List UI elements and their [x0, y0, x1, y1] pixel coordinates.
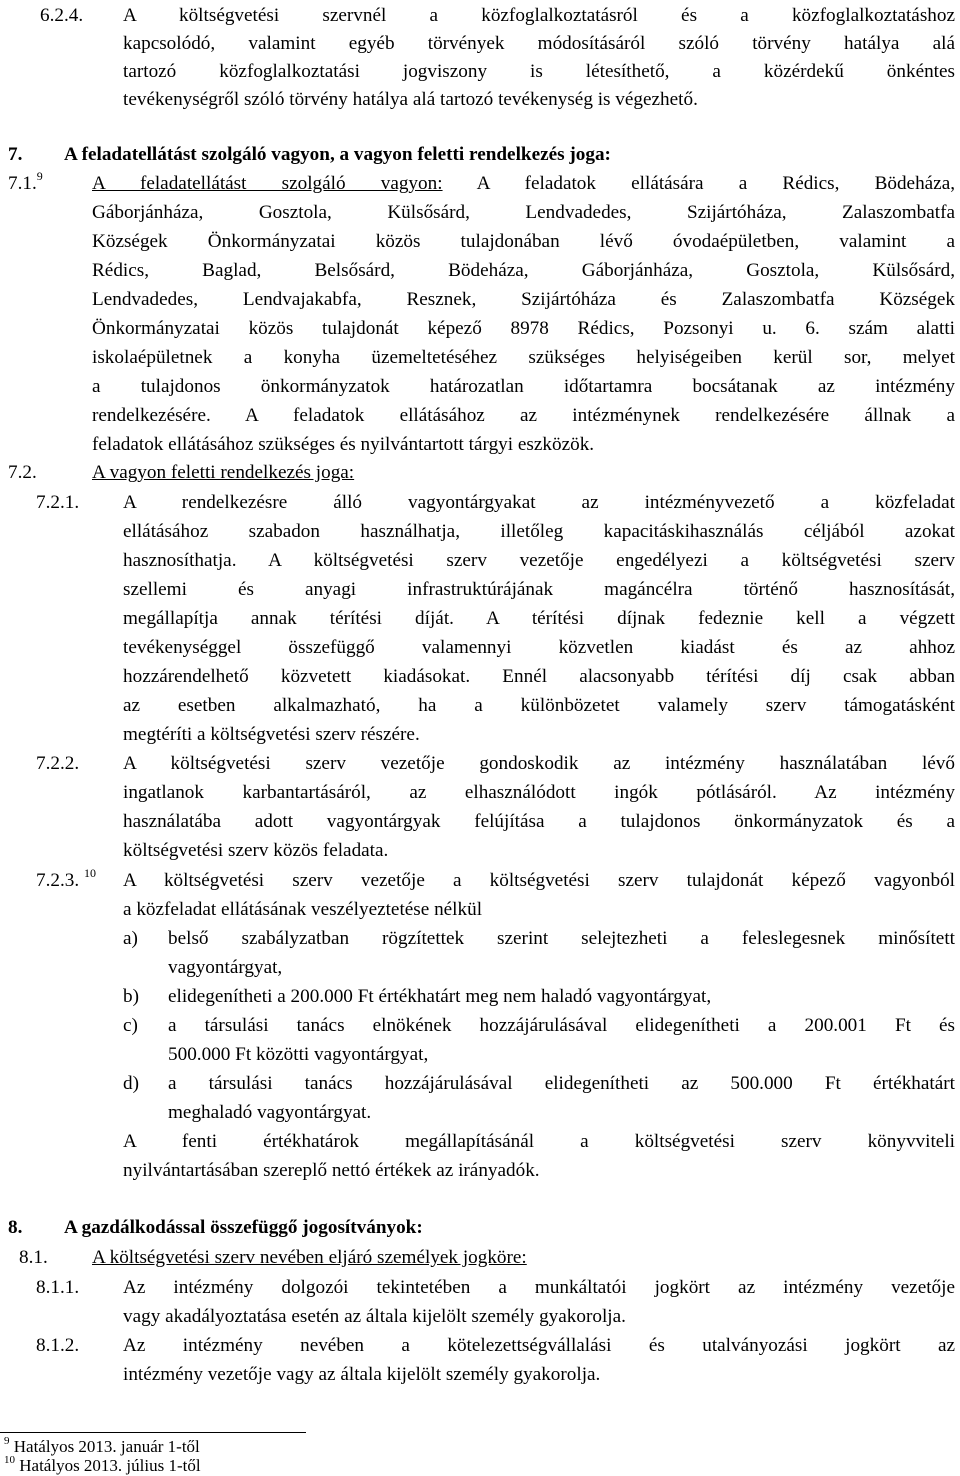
paragraph-line: rendelkezésére. A feladatok ellátásához az intézménynek rendelkezésére állnak a [92, 405, 955, 426]
section-number: 8. [8, 1217, 23, 1238]
list-label: d) [123, 1073, 139, 1094]
section-number: 7.2.2. [36, 753, 80, 774]
paragraph-line: Az intézmény nevében a kötelezettségvállalási és utalványozási jogkört az [123, 1335, 955, 1356]
paragraph-line: Rédics, Baglad, Belsősárd, Bödeháza, Gáborjánháza, Gosztola, Külsősárd, [92, 260, 955, 281]
paragraph-line: intézmény vezetője vagy az általa kijelölt személy gyakorolja. [123, 1364, 601, 1385]
paragraph-line: Gáborjánháza, Gosztola, Külsősárd, Lendvadedes, Szijártóháza, Zalaszombatfa [92, 202, 955, 223]
paragraph-lead: A feladatellátást szolgáló vagyon: [92, 173, 443, 194]
paragraph-line: feladatok ellátásához szükséges és nyilvántartott tárgyi eszközök. [92, 434, 595, 455]
section-number: 7.1.$^9$ [8, 168, 43, 194]
paragraph-line: a tulajdonos önkormányzatok határozatlan időtartamra bocsátanak az intézmény [92, 376, 955, 397]
paragraph-line: hozzárendelhető közvetett kiadásokat. Ennél alacsonyabb térítési díj csak abban [123, 666, 955, 687]
list-item-line: belső szabályzatban rögzítettek szerint selejtezheti a feleslegesnek minősített [168, 928, 955, 949]
paragraph-line: A költségvetési szerv vezetője gondoskodik az intézmény használatában lévő [123, 753, 955, 774]
footnote-ref: 10 [83, 865, 96, 880]
list-item-line: elidegenítheti a 200.000 Ft értékhatárt meg nem haladó vagyontárgyat, [168, 986, 712, 1007]
section-number: 6.2.4. [40, 5, 84, 26]
paragraph-line: ingatlanok karbantartásáról, az elhasználódott ingók pótlásáról. Az intézmény [123, 782, 955, 803]
paragraph-line: A költségvetési szervnél a közfoglalkoztatásról és a közfoglalkoztatáshoz [123, 5, 955, 26]
footnote-divider [0, 1432, 306, 1433]
paragraph-line: iskolaépületnek a konyha üzemeltetéséhez szükséges helyiségeiben kerül sor, melyet [92, 347, 955, 368]
paragraph-line: tevékenységről szóló törvény hatálya alá tartozó tevékenység is végezhető. [123, 89, 698, 110]
list-label: b) [123, 986, 139, 1007]
section-number: 7.2.3. $^{10}$ [36, 865, 96, 891]
list-item-line: meghaladó vagyontárgyat. [168, 1102, 372, 1123]
paragraph-line: megtéríti a költségvetési szerv részére. [123, 724, 420, 745]
paragraph-line: A fenti értékhatárok megállapításánál a költségvetési szerv könyvviteli [123, 1131, 955, 1152]
footnote: $^{10}$ Hatályos 2013. július 1-től [4, 1454, 201, 1475]
paragraph-line: megállapítja annak térítési díját. A térítési díjnak fedeznie kell a végzett [123, 608, 955, 629]
paragraph-line: Az intézmény dolgozói tekintetében a munkáltatói jogkört az intézmény vezetője [123, 1277, 955, 1298]
paragraph-line: költségvetési szerv közös feladata. [123, 840, 389, 861]
section-number: 8.1.1. [36, 1277, 80, 1298]
paragraph-line: a közfeladat ellátásának veszélyeztetése nélkül [123, 899, 483, 920]
paragraph-line: A rendelkezésre álló vagyontárgyakat az intézményvezető a közfeladat [123, 492, 955, 513]
list-item-line: 500.000 Ft közötti vagyontárgyat, [168, 1044, 429, 1065]
list-item-line: vagyontárgyat, [168, 957, 283, 978]
paragraph-line: ellátásához szabadon használhatja, illetőleg kapacitáskihasználás céljából azokat [123, 521, 955, 542]
paragraph-line: nyilvántartásában szereplő nettó értékek az irányadók. [123, 1160, 540, 1181]
section-number: 7. [8, 144, 23, 165]
section-number: 8.1.2. [36, 1335, 80, 1356]
section-title: A vagyon feletti rendelkezés joga: [92, 462, 355, 483]
paragraph-line: használatába adott vagyontárgyak felújítása a tulajdonos önkormányzatok és a [123, 811, 955, 832]
paragraph-line: tartozó közfoglalkoztatási jogviszony is létesíthető, a közérdekű önkéntes [123, 61, 955, 82]
paragraph-line: Önkormányzatai közös tulajdonát képező 8978 Rédics, Pozsonyi u. 6. szám alatti [92, 318, 955, 339]
paragraph-line: A feladatellátást szolgáló vagyon: A feladatok ellátására a Rédics, Bödeháza, [92, 173, 956, 194]
section-title: A gazdálkodással összefüggő jogosítványok: [64, 1217, 423, 1238]
list-label: a) [123, 928, 138, 949]
section-title: A feladatellátást szolgáló vagyon, a vagyon feletti rendelkezés joga: [64, 144, 611, 165]
paragraph-line: szellemi és anyagi infrastruktúrájának magáncélra történő hasznosítását, [123, 579, 955, 600]
paragraph-line: hasznosíthatja. A költségvetési szerv vezetője engedélyezi a költségvetési szerv [123, 550, 955, 571]
paragraph-line: Községek Önkormányzatai közös tulajdonában lévő óvodaépületben, valamint a [92, 231, 955, 252]
section-number: 7.2. [8, 462, 37, 483]
paragraph-line: kapcsolódó, valamint egyéb törvények módosításáról szóló törvény hatálya alá [123, 33, 955, 54]
paragraph-line: vagy akadályoztatása esetén az általa kijelölt személy gyakorolja. [123, 1306, 626, 1327]
footnote-ref: 9 [36, 168, 43, 183]
section-number: 8.1. [19, 1247, 48, 1268]
paragraph-line: Lendvadedes, Lendvajakabfa, Resznek, Szijártóháza és Zalaszombatfa Községek [92, 289, 955, 310]
list-label: c) [123, 1015, 138, 1036]
section-title: A költségvetési szerv nevében eljáró személyek jogköre: [92, 1247, 527, 1268]
list-item-line: a társulási tanács elnökének hozzájárulásával elidegenítheti a 200.001 Ft és [168, 1015, 955, 1036]
section-number: 7.2.1. [36, 492, 80, 513]
paragraph-line: az esetben alkalmazható, ha a különbözetet valamely szerv támogatásként [123, 695, 955, 716]
paragraph-line: A költségvetési szerv vezetője a költségvetési szerv tulajdonát képező vagyonból [123, 870, 955, 891]
footnote: $^9$ Hatályos 2013. január 1-től [4, 1435, 200, 1456]
paragraph-line: tevékenységgel összefüggő valamennyi közvetlen kiadást és az ahhoz [123, 637, 955, 658]
list-item-line: a társulási tanács hozzájárulásával elidegenítheti az 500.000 Ft értékhatárt [168, 1073, 955, 1094]
